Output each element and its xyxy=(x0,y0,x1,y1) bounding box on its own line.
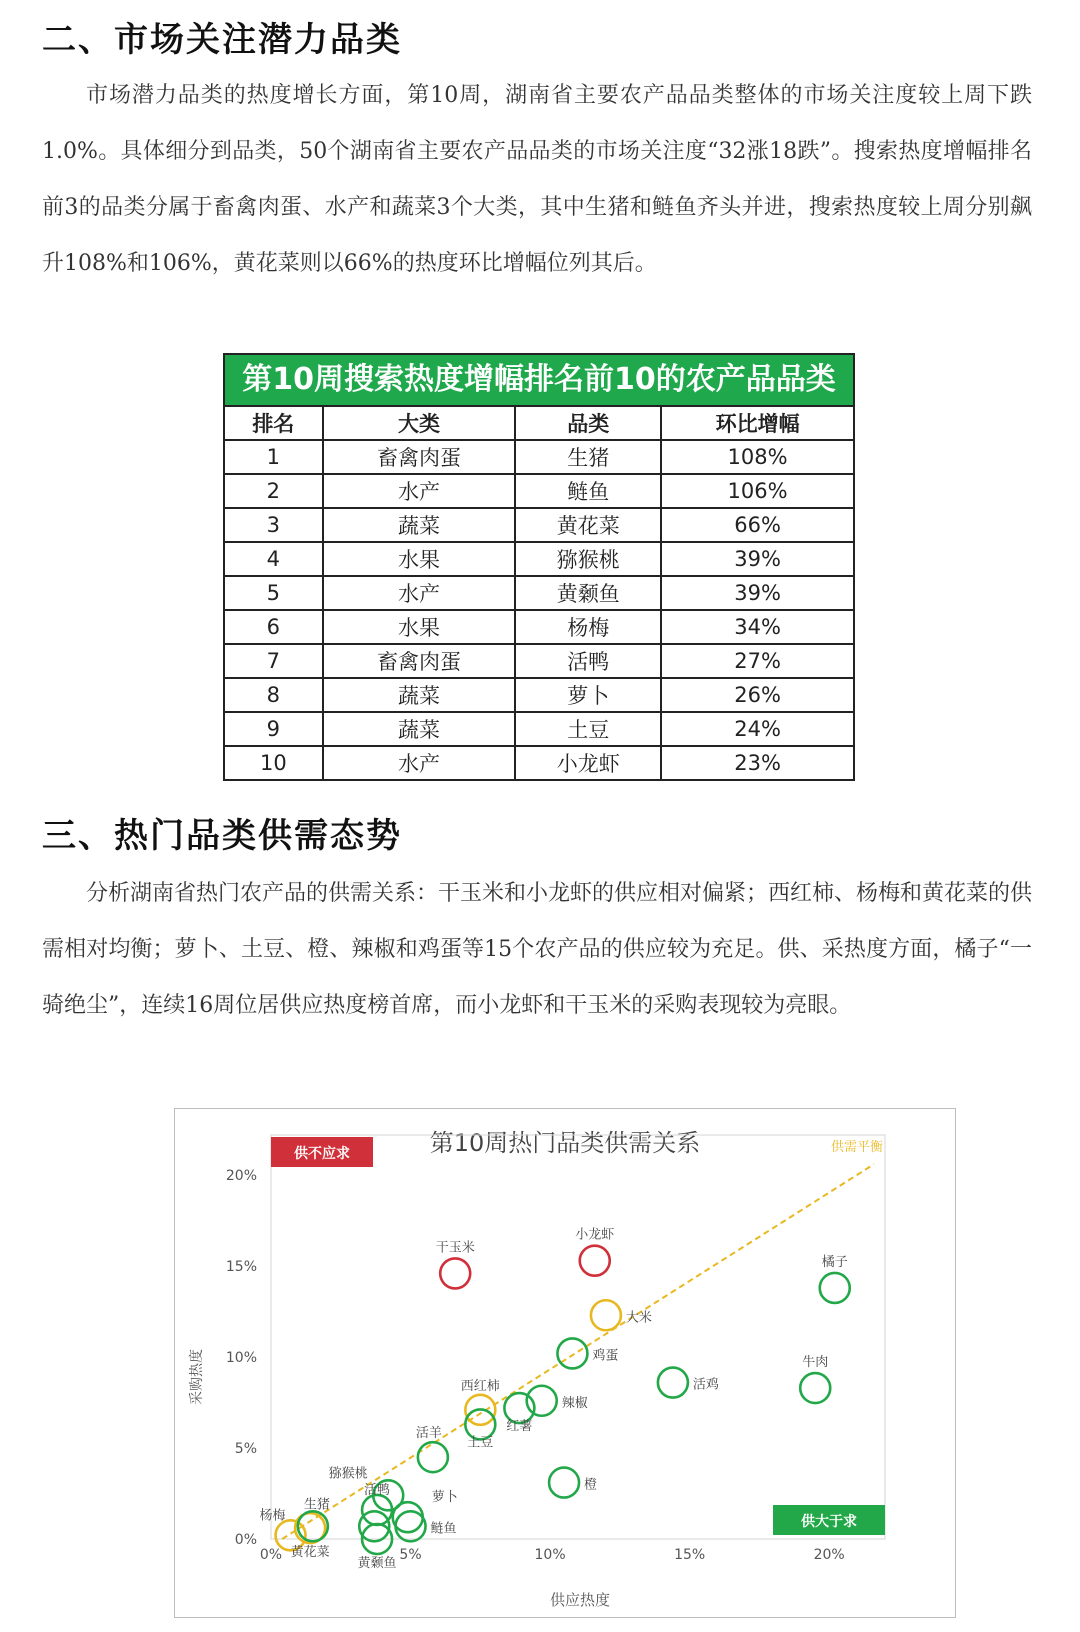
cell-category: 水产 xyxy=(323,474,516,508)
cell-item: 黄颡鱼 xyxy=(515,576,661,610)
cell-category: 蔬菜 xyxy=(323,508,516,542)
cell-category: 水果 xyxy=(323,610,516,644)
point-label: 黄花菜 xyxy=(290,1545,330,1561)
table-row xyxy=(224,746,854,780)
section2-paragraph xyxy=(42,68,1032,292)
plot-area xyxy=(226,1135,885,1571)
point-label: 西红柿 xyxy=(460,1378,500,1394)
cell-category: 蔬菜 xyxy=(323,678,516,712)
col-header-category: 大类 xyxy=(323,406,516,440)
y-tick-label: 5% xyxy=(234,1441,257,1458)
table-header-row xyxy=(224,406,854,440)
point-label: 牛肉 xyxy=(802,1355,829,1371)
cell-growth: 34% xyxy=(661,610,854,644)
table-row xyxy=(224,678,854,712)
cell-growth: 108% xyxy=(661,440,854,474)
cell-growth: 106% xyxy=(661,474,854,508)
cell-item: 土豆 xyxy=(515,712,661,746)
point-marker xyxy=(658,1368,688,1398)
cell-growth: 27% xyxy=(661,644,854,678)
table-body xyxy=(224,440,854,780)
point-label: 萝卜 xyxy=(431,1490,458,1506)
cell-category: 畜禽肉蛋 xyxy=(323,644,516,678)
cell-item: 萝卜 xyxy=(515,678,661,712)
supply-demand-chart xyxy=(174,1108,956,1618)
growth-ranking-table xyxy=(223,353,855,781)
section2-heading: 二、市场关注潜力品类 xyxy=(42,20,402,60)
cell-rank: 8 xyxy=(224,678,323,712)
cell-item: 活鸭 xyxy=(515,644,661,678)
zone-tight-label: 供不应求 xyxy=(294,1146,350,1162)
table-row xyxy=(224,440,854,474)
table-row xyxy=(224,610,854,644)
cell-rank: 3 xyxy=(224,508,323,542)
table-row xyxy=(224,508,854,542)
point-marker xyxy=(418,1442,448,1472)
cell-growth: 39% xyxy=(661,576,854,610)
cell-item: 猕猴桃 xyxy=(515,542,661,576)
cell-growth: 23% xyxy=(661,746,854,780)
y-tick-label: 10% xyxy=(225,1350,257,1367)
y-axis-label: 采购热度 xyxy=(189,1349,205,1405)
point-label: 橙 xyxy=(584,1477,598,1493)
cell-growth: 66% xyxy=(661,508,854,542)
point-marker xyxy=(591,1300,621,1330)
point-label: 橘子 xyxy=(821,1254,848,1270)
y-tick-label: 20% xyxy=(225,1168,257,1185)
cell-item: 鲢鱼 xyxy=(515,474,661,508)
col-header-rank: 排名 xyxy=(224,406,323,440)
cell-rank: 2 xyxy=(224,474,323,508)
cell-rank: 1 xyxy=(224,440,323,474)
point-label: 大米 xyxy=(625,1310,652,1326)
cell-category: 水产 xyxy=(323,576,516,610)
point-label: 土豆 xyxy=(467,1435,494,1451)
chart-svg xyxy=(175,1109,955,1617)
cell-category: 水产 xyxy=(323,746,516,780)
cell-growth: 39% xyxy=(661,542,854,576)
x-tick-label: 15% xyxy=(674,1547,706,1563)
point-label: 鸡蛋 xyxy=(592,1348,619,1364)
x-tick-label: 20% xyxy=(813,1547,845,1563)
section2-text: 市场潜力品类的热度增长方面，第10周，湖南省主要农产品品类整体的市场关注度较上周下跌1.0%。具体细分到品类，50个湖南省主要农产品品类的市场关注度“32涨18跌”。搜索热度增幅排名前3的品类分属于畜禽肉蛋、水产和蔬菜3个大类，其中生猪和鲢鱼齐头并进，搜索热度较上周分别飙升108%和106%，黄花菜则以66%的热度环比增幅位列其后。 xyxy=(42,83,1032,276)
table-row xyxy=(224,712,854,746)
x-tick-label: 10% xyxy=(534,1547,566,1563)
cell-rank: 5 xyxy=(224,576,323,610)
point-label: 红薯 xyxy=(506,1419,533,1435)
cell-item: 黄花菜 xyxy=(515,508,661,542)
table-row xyxy=(224,542,854,576)
col-header-growth: 环比增幅 xyxy=(661,406,854,440)
table-row xyxy=(224,576,854,610)
section3-heading: 三、热门品类供需态势 xyxy=(42,816,402,856)
cell-rank: 9 xyxy=(224,712,323,746)
table-row xyxy=(224,474,854,508)
point-label: 猕猴桃 xyxy=(328,1466,368,1482)
balance-line-label: 供需平衡 xyxy=(830,1140,883,1155)
cell-rank: 7 xyxy=(224,644,323,678)
cell-rank: 4 xyxy=(224,542,323,576)
cell-category: 畜禽肉蛋 xyxy=(323,440,516,474)
col-header-item: 品类 xyxy=(515,406,661,440)
cell-growth: 24% xyxy=(661,712,854,746)
point-marker xyxy=(580,1246,610,1276)
cell-category: 蔬菜 xyxy=(323,712,516,746)
point-label: 鲢鱼 xyxy=(430,1521,457,1537)
cell-item: 生猪 xyxy=(515,440,661,474)
point-marker xyxy=(820,1273,850,1303)
x-tick-label: 0% xyxy=(259,1547,283,1563)
y-tick-label: 0% xyxy=(234,1532,257,1548)
point-label: 生猪 xyxy=(303,1497,330,1513)
point-label: 辣椒 xyxy=(561,1395,588,1411)
x-axis-label: 供应热度 xyxy=(549,1591,611,1609)
point-marker xyxy=(440,1258,470,1288)
cell-item: 杨梅 xyxy=(515,610,661,644)
table-row xyxy=(224,644,854,678)
y-tick-label: 15% xyxy=(225,1259,257,1276)
cell-rank: 6 xyxy=(224,610,323,644)
point-label: 小龙虾 xyxy=(575,1227,615,1243)
point-label: 干玉米 xyxy=(435,1240,475,1256)
chart-title: 第10周热门品类供需关系 xyxy=(429,1129,701,1157)
point-marker xyxy=(800,1373,830,1403)
point-label: 活鸭 xyxy=(364,1482,391,1498)
point-label: 活鸡 xyxy=(692,1377,719,1393)
point-marker xyxy=(557,1338,587,1368)
ranking-table xyxy=(223,405,855,781)
point-marker xyxy=(549,1468,579,1498)
cell-growth: 26% xyxy=(661,678,854,712)
cell-rank: 10 xyxy=(224,746,323,780)
x-tick-label: 5% xyxy=(399,1547,422,1563)
table-title: 第10周搜索热度增幅排名前10的农产品品类 xyxy=(223,353,855,405)
zone-ample-label: 供大于求 xyxy=(801,1514,857,1530)
point-label: 杨梅 xyxy=(259,1508,286,1524)
point-label: 活羊 xyxy=(415,1426,442,1442)
cell-item: 小龙虾 xyxy=(515,746,661,780)
section3-text: 分析湖南省热门农产品的供需关系：干玉米和小龙虾的供应相对偏紧；西红柿、杨梅和黄花菜的供需相对均衡；萝卜、土豆、橙、辣椒和鸡蛋等15个农产品的供应较为充足。供、采热度方面，橘子“一骑绝尘”，连续16周位居供应热度榜首席，而小龙虾和干玉米的采购表现较为亮眼。 xyxy=(42,881,1033,1018)
point-label: 黄颡鱼 xyxy=(357,1556,397,1571)
cell-category: 水果 xyxy=(323,542,516,576)
section3-paragraph xyxy=(42,866,1032,1034)
